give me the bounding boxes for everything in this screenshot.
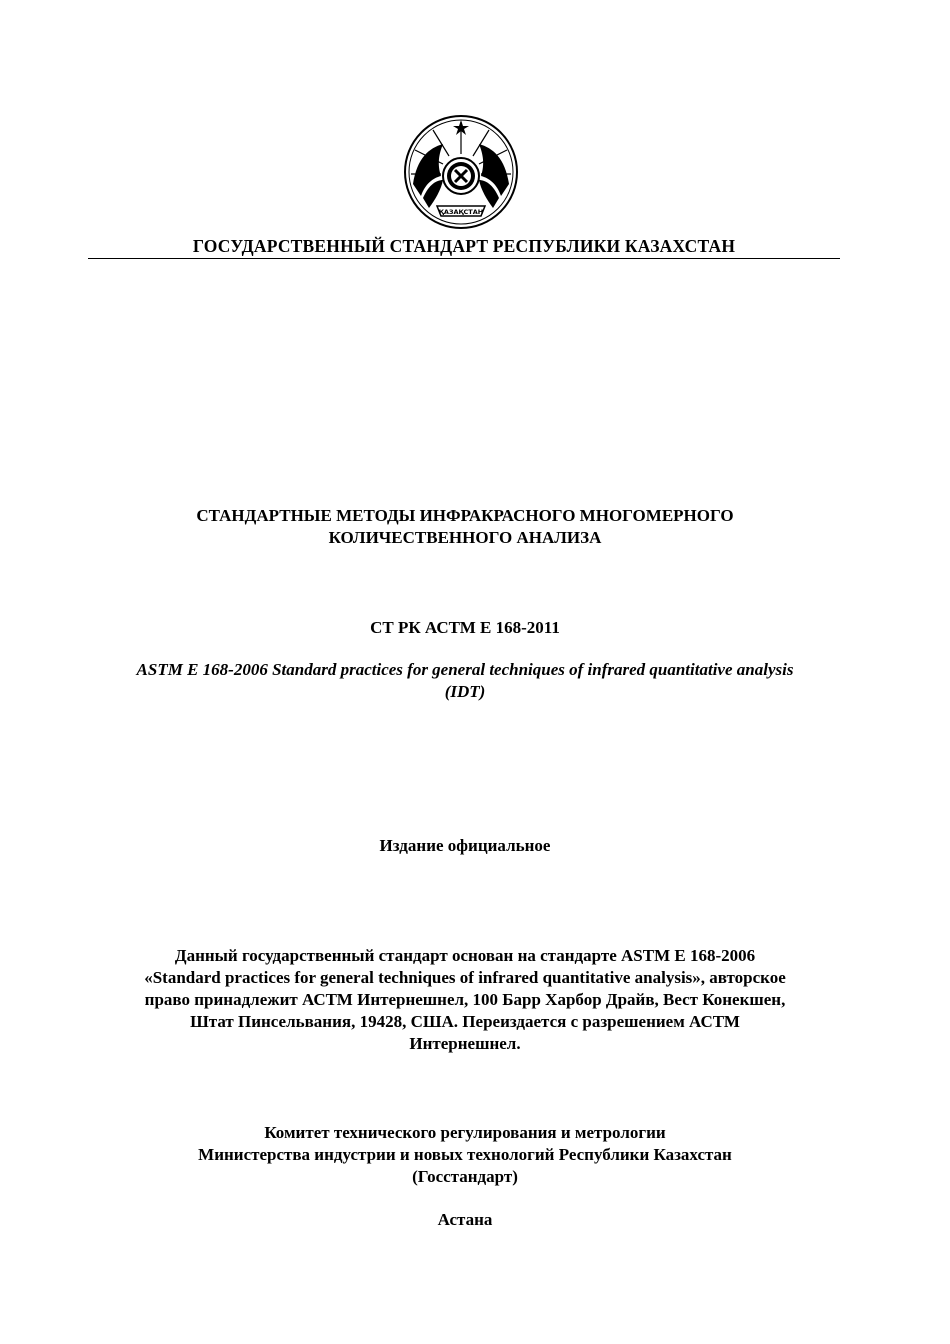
svg-text:ҚАЗАҚСТАН: ҚАЗАҚСТАН: [438, 208, 484, 216]
basis-line: право принадлежит АСТМ Интернешнел, 100 Барр Харбор Драйв, Вест Конекшен,: [144, 990, 786, 1009]
document-title-line: КОЛИЧЕСТВЕННОГО АНАЛИЗА: [328, 528, 602, 547]
header-divider: [88, 258, 840, 259]
state-emblem: [403, 114, 519, 230]
committee-line: Министерства индустрии и новых технологий Республики Казахстан: [198, 1145, 732, 1164]
committee-line: (Госстандарт): [412, 1167, 518, 1186]
edition-label: Издание официальное: [379, 836, 551, 855]
document-code: СТ РК АСТМ Е 168-2011: [370, 618, 560, 637]
kazakhstan-state-emblem-icon: [403, 114, 519, 230]
issuing-committee: [80, 1122, 850, 1188]
basis-line: Интернешнел.: [409, 1034, 521, 1053]
document-title-line: СТАНДАРТНЫЕ МЕТОДЫ ИНФРАКРАСНОГО МНОГОМЕРНОГО: [196, 506, 734, 525]
basis-line: «Standard practices for general techniques of infrared quantitative analysis», авторское: [144, 968, 786, 987]
astm-reference-line: ASTM E 168-2006 Standard practices for general techniques of infrared quantitative analysis: [136, 660, 794, 679]
basis-line: Штат Пинсельвания, 19428, США. Переиздается с разрешением АСТМ: [190, 1012, 740, 1031]
basis-line: Данный государственный стандарт основан на стандарте ASTM E 168-2006: [174, 946, 756, 965]
standard-basis-note: [90, 945, 840, 1055]
publication-city: Астана: [437, 1210, 493, 1229]
header-title: ГОСУДАРСТВЕННЫЙ СТАНДАРТ РЕСПУБЛИКИ КАЗАХСТАН: [192, 236, 736, 256]
astm-reference-line: (IDT): [444, 682, 486, 701]
committee-line: Комитет технического регулирования и метрологии: [264, 1123, 666, 1142]
astm-reference: [80, 659, 850, 703]
document-title: [80, 505, 850, 549]
